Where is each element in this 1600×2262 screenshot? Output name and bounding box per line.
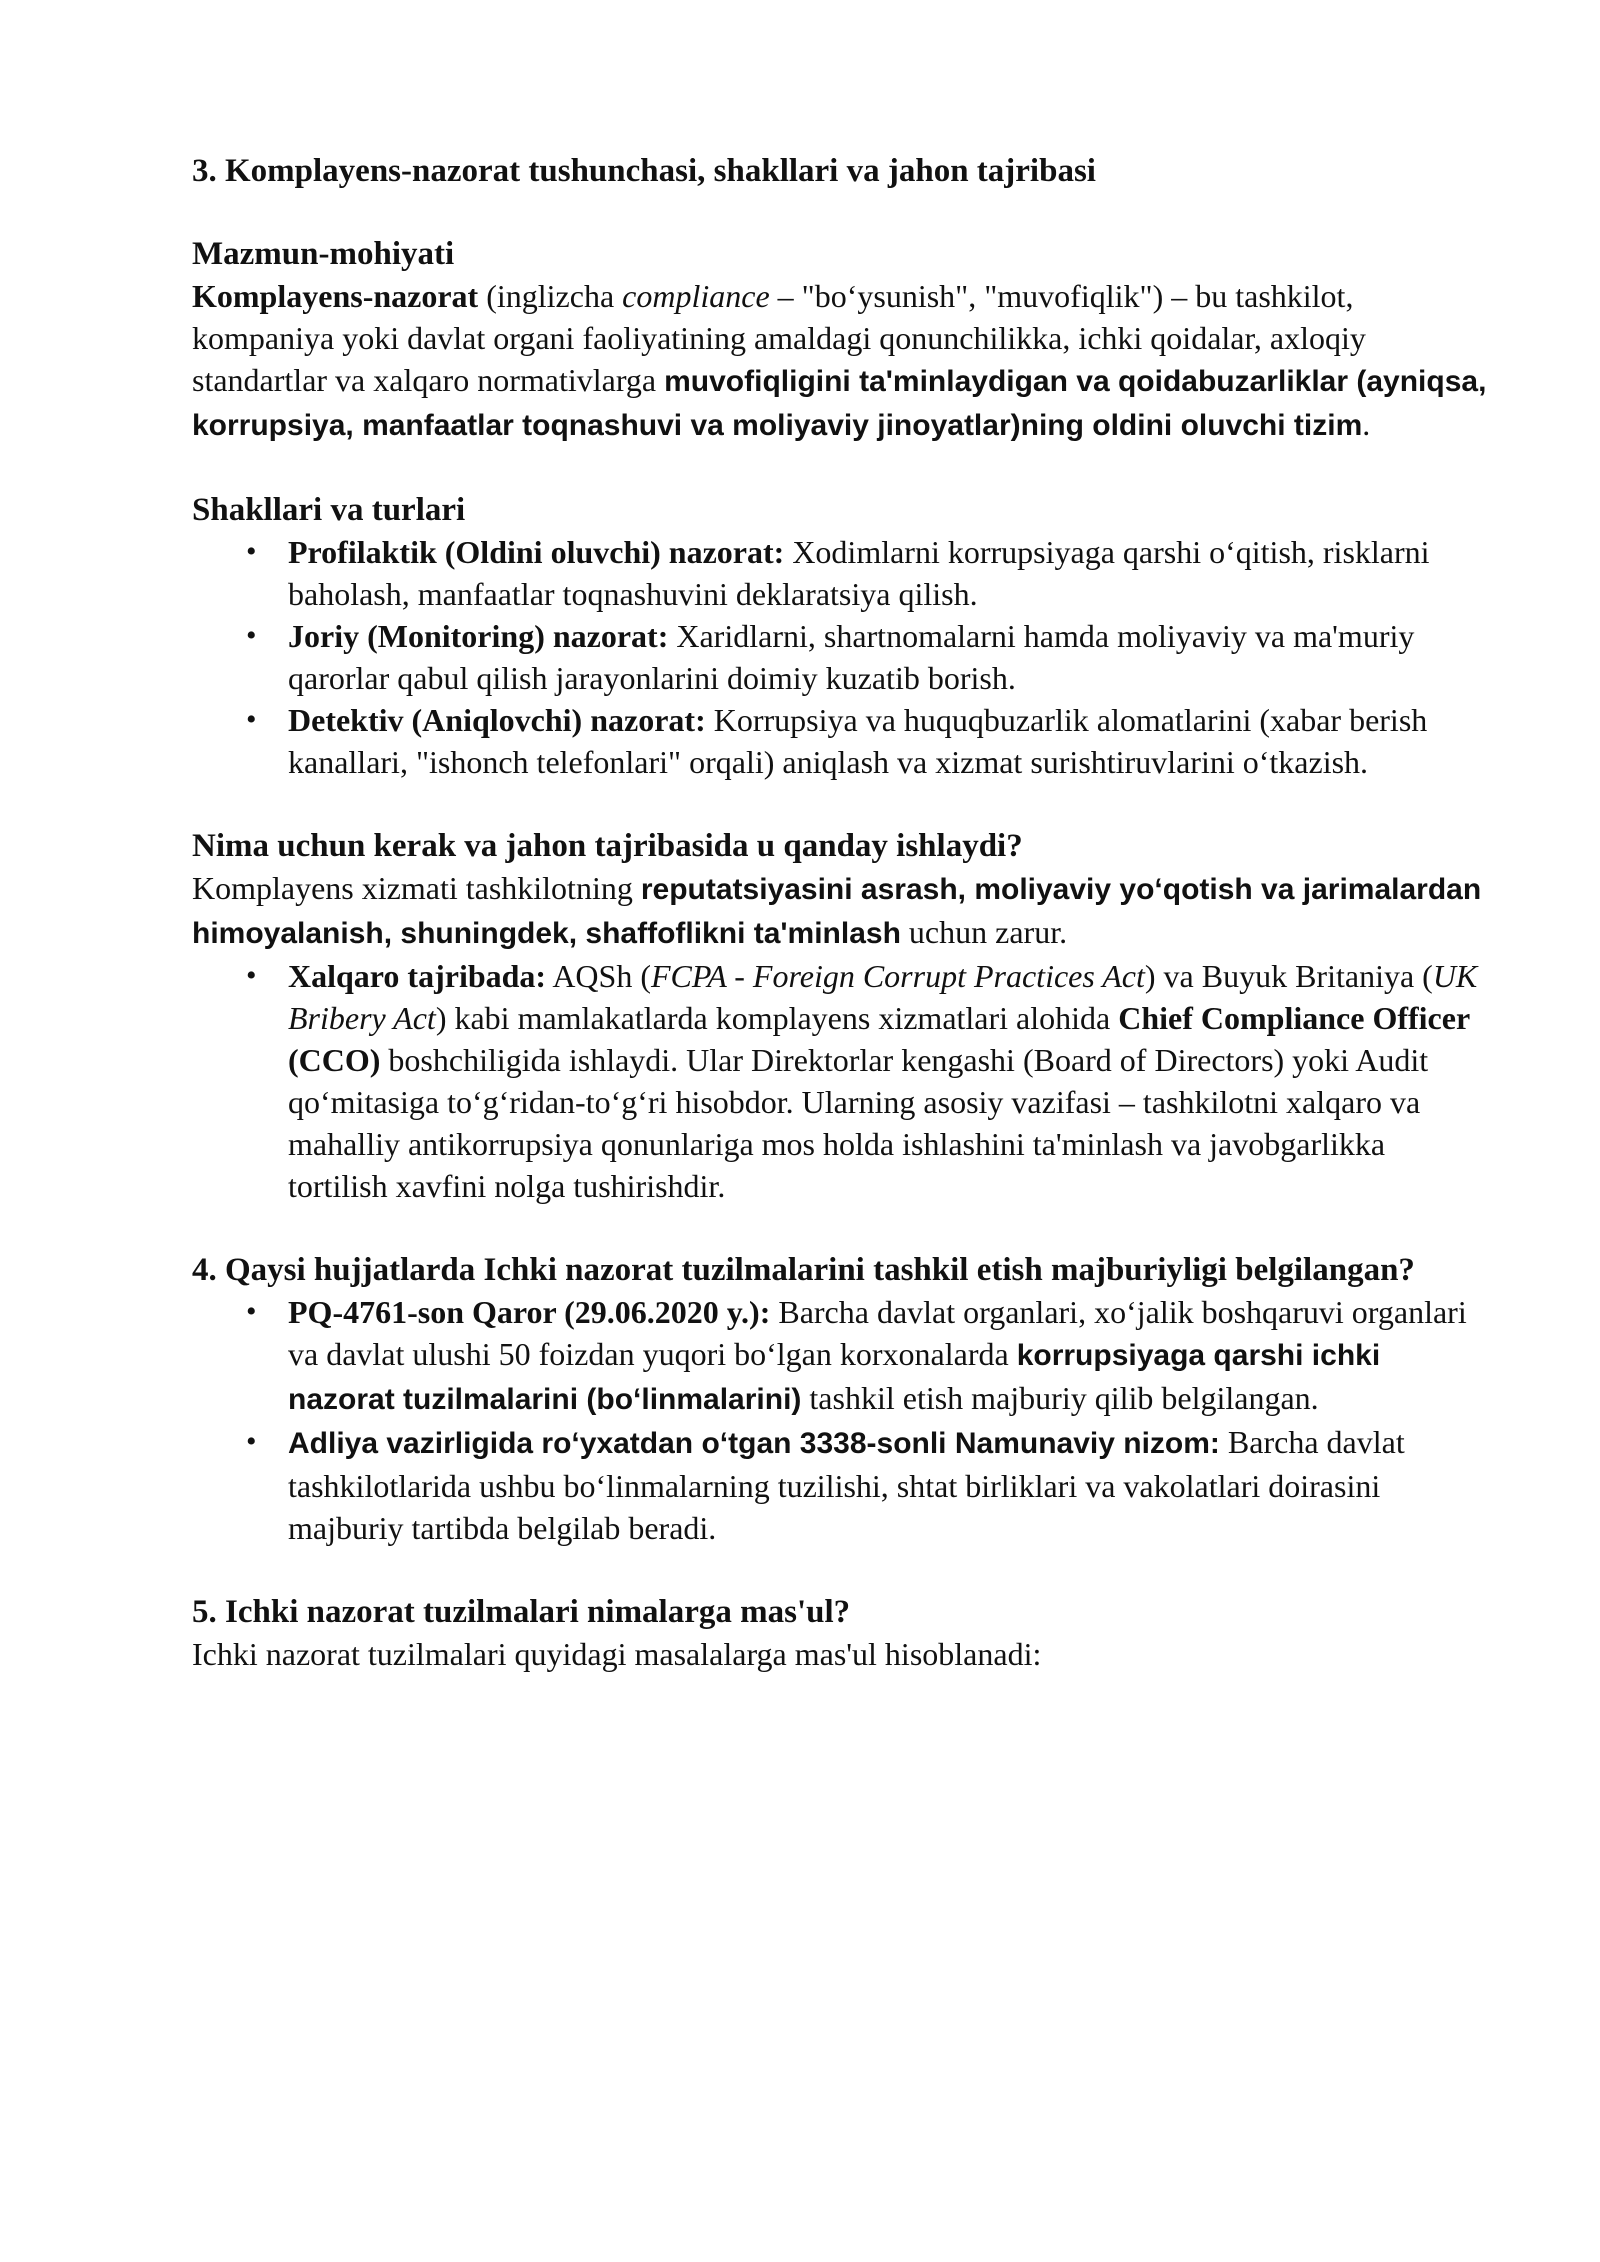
decree-text-1: Barcha davlat organlari, xo‘jalik boshqaruvi organlari va davlat ulushi 50 foizdan yuqori bo‘lgan korxonalarda — [288, 1294, 1467, 1372]
section-3-heading: 3. Komplayens-nazorat tushunchasi, shakllari va jahon tajribasi — [192, 153, 1096, 189]
international-text-1: AQSh ( — [546, 958, 651, 994]
documents-list — [192, 1291, 1492, 1549]
decree-bold: korrupsiyaga qarshi ichki nazorat tuzilmalarini (bo‘linmalarini) — [288, 1339, 1381, 1416]
why-paragraph — [192, 867, 1492, 955]
form-label: Profilaktik (Oldini oluvchi) nazorat: — [288, 534, 785, 570]
form-text: Xaridlarni, shartnomalarni hamda moliyaviy va ma'muriy qarorlar qabul qilish jarayonlarini doimiy kuzatib borish. — [288, 618, 1415, 696]
bullet-icon: • — [246, 959, 257, 992]
definition-term: Komplayens-nazorat — [192, 278, 479, 314]
definition-paragraph — [192, 275, 1492, 447]
essence-subheading: Mazmun-mohiyati — [192, 236, 455, 272]
definition-italic: compliance — [622, 278, 770, 314]
fcpa-italic: FCPA - Foreign Corrupt Practices Act — [650, 958, 1145, 994]
decree-label: PQ-4761-son Qaror (29.06.2020 y.): — [288, 1294, 771, 1330]
list-item — [192, 699, 1492, 783]
forms-subheading: Shakllari va turlari — [192, 492, 466, 528]
international-list — [192, 955, 1492, 1207]
international-text-3: ) kabi mamlakatlarda komplayens xizmatlari alohida — [435, 1000, 1119, 1036]
definition-text-1: (inglizcha — [478, 278, 623, 314]
section-4-heading: 4. Qaysi hujjatlarda Ichki nazorat tuzilmalarini tashkil etish majburiyligi belgilangan? — [192, 1252, 1415, 1288]
definition-bold: muvofiqligini ta'minlaydigan va qoidabuzarliklar (ayniqsa, korrupsiya, manfaatlar toqnashuvi va moliyaviy jinoyatlar)ning oldini oluvchi tizim — [192, 365, 1487, 442]
bullet-icon: • — [246, 619, 257, 652]
section-5-heading: 5. Ichki nazorat tuzilmalari nimalarga mas'ul? — [192, 1594, 851, 1630]
form-text: Korrupsiya va huquqbuzarlik alomatlarini (xabar berish kanallari, "ishonch telefonlari" orqali) aniqlash va xizmat surishtiruvlarini o‘tkazish. — [288, 702, 1428, 780]
why-text-2: uchun zarur. — [900, 914, 1068, 950]
form-text: Xodimlarni korrupsiyaga qarshi o‘qitish, risklarni baholash, manfaatlar toqnashuvini deklaratsiya qilish. — [288, 534, 1430, 612]
list-item — [192, 531, 1492, 615]
definition-text-2: – "bo‘ysunish", "muvofiqlik") – bu tashkilot, kompaniya yoki davlat organi faoliyatining amaldagi qonunchilikka, ichki qoidalar, axloqiy standartlar va xalqaro normativlarga — [192, 278, 1366, 398]
form-label: Joriy (Monitoring) nazorat: — [288, 618, 669, 654]
definition-end: . — [1362, 406, 1371, 442]
list-item — [192, 955, 1492, 1207]
regulation-label: Adliya vazirligida ro‘yxatdan o‘tgan 3338-sonli Namunaviy nizom: — [288, 1427, 1220, 1460]
bullet-icon: • — [246, 535, 257, 568]
why-bold: reputatsiyasini asrash, moliyaviy yo‘qotish va jarimalardan himoyalanish, shuningdek, shaffoflikni ta'minlash — [192, 873, 1482, 950]
regulation-text: Barcha davlat tashkilotlarida ushbu bo‘linmalarning tuzilishi, shtat birliklari va vakolatlari doirasini majburiy tartibda belgilab beradi. — [288, 1424, 1405, 1546]
international-label: Xalqaro tajribada: — [288, 958, 547, 994]
why-text-1: Komplayens xizmati tashkilotning — [192, 870, 641, 906]
decree-text-2: tashkil etish majburiy qilib belgilangan. — [801, 1380, 1319, 1416]
cco-bold: Chief Compliance Officer (CCO) — [288, 1000, 1470, 1078]
section-5-intro: Ichki nazorat tuzilmalari quyidagi masalalarga mas'ul hisoblanadi: — [192, 1636, 1042, 1672]
list-item — [192, 1421, 1492, 1549]
list-item — [192, 1291, 1492, 1421]
document-page — [192, 150, 1492, 1675]
form-label: Detektiv (Aniqlovchi) nazorat: — [288, 702, 706, 738]
bullet-icon: • — [246, 703, 257, 736]
why-subheading: Nima uchun kerak va jahon tajribasida u qanday ishlaydi? — [192, 828, 1023, 864]
international-text-2: ) va Buyuk Britaniya ( — [1144, 958, 1433, 994]
list-item — [192, 615, 1492, 699]
bullet-icon: • — [246, 1295, 257, 1328]
forms-list — [192, 531, 1492, 783]
bribery-act-italic: UK Bribery Act — [288, 958, 1478, 1036]
bullet-icon: • — [246, 1425, 257, 1458]
international-text-4: boshchiligida ishlaydi. Ular Direktorlar kengashi (Board of Directors) yoki Audit qo‘mitasiga to‘g‘ridan-to‘g‘ri hisobdor. Ularning asosiy vazifasi – tashkilotni xalqaro va mahalliy antikorrupsiya qonunlariga mos holda ishlashini ta'minlash va javobgarlikka tortilish xavfini nolga tushirishdir. — [288, 1042, 1429, 1204]
